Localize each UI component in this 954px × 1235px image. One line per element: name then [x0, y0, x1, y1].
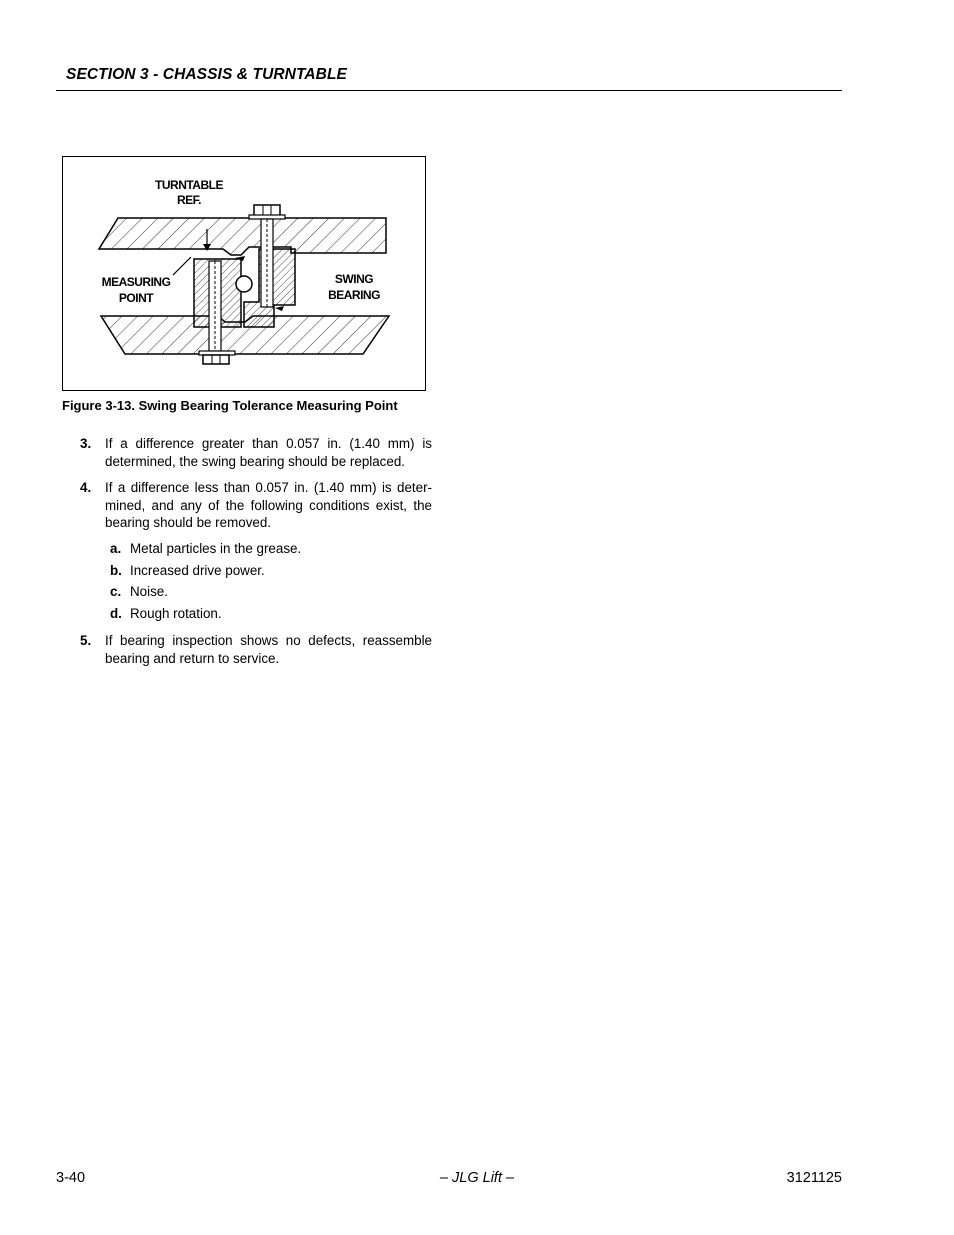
substep-letter: b.: [110, 563, 122, 578]
upper-bolt-shank: [261, 219, 273, 307]
upper-bolt-washer: [249, 215, 285, 219]
substep-text: Increased drive power.: [130, 563, 265, 578]
substep-text: Rough rotation.: [130, 606, 222, 621]
swing-bearing-label-line2: BEARING: [328, 288, 380, 302]
substep-text: Metal particles in the grease.: [130, 541, 302, 556]
step-text: If bearing inspection shows no defects, reassemble bearing and return to service.: [105, 633, 432, 666]
substep-letter: a.: [110, 541, 122, 556]
step-4: [80, 479, 432, 532]
step-text: If a difference greater than 0.057 in. (1.40 mm) is determined, the swing bearing should be replaced.: [105, 436, 432, 469]
step-text: If a difference less than 0.057 in. (1.40 mm) is deter-mined, and any of the following conditions exist, the bearing should be removed.: [105, 480, 432, 530]
measuring-point-label-line1: MEASURING: [101, 275, 171, 289]
lower-bolt-head: [203, 355, 229, 364]
substep-text: Noise.: [130, 584, 168, 599]
turntable-plate: [99, 218, 386, 255]
substep-b: [110, 562, 265, 580]
section-title: SECTION 3 - CHASSIS & TURNTABLE: [66, 66, 347, 83]
step-number: 4.: [80, 480, 92, 495]
measuring-point-label-line2: POINT: [118, 291, 154, 305]
swing-bearing-label-line1: SWING: [334, 272, 374, 286]
step-number: 3.: [80, 436, 92, 451]
page-number: 3-40: [56, 1170, 86, 1186]
figure-caption: Figure 3-13. Swing Bearing Tolerance Measuring Point: [62, 398, 398, 413]
swing-bearing-diagram: [63, 157, 425, 390]
footer-brand: – JLG Lift –: [439, 1170, 515, 1186]
substep-letter: d.: [110, 606, 122, 621]
turntable-ref-label-line2: REF.: [176, 193, 202, 207]
bearing-ball: [236, 276, 252, 292]
substep-letter: c.: [110, 584, 122, 599]
step-3: [80, 435, 432, 470]
page-header: [56, 64, 842, 91]
step-5: [80, 632, 432, 667]
figure-swing-bearing: [62, 156, 426, 391]
step-number: 5.: [80, 633, 92, 648]
document-number: 3121125: [786, 1170, 842, 1186]
substep-c: [110, 583, 168, 601]
turntable-ref-label-line1: TURNTABLE: [155, 178, 223, 192]
substep-d: [110, 605, 222, 623]
substep-a: [110, 540, 301, 558]
